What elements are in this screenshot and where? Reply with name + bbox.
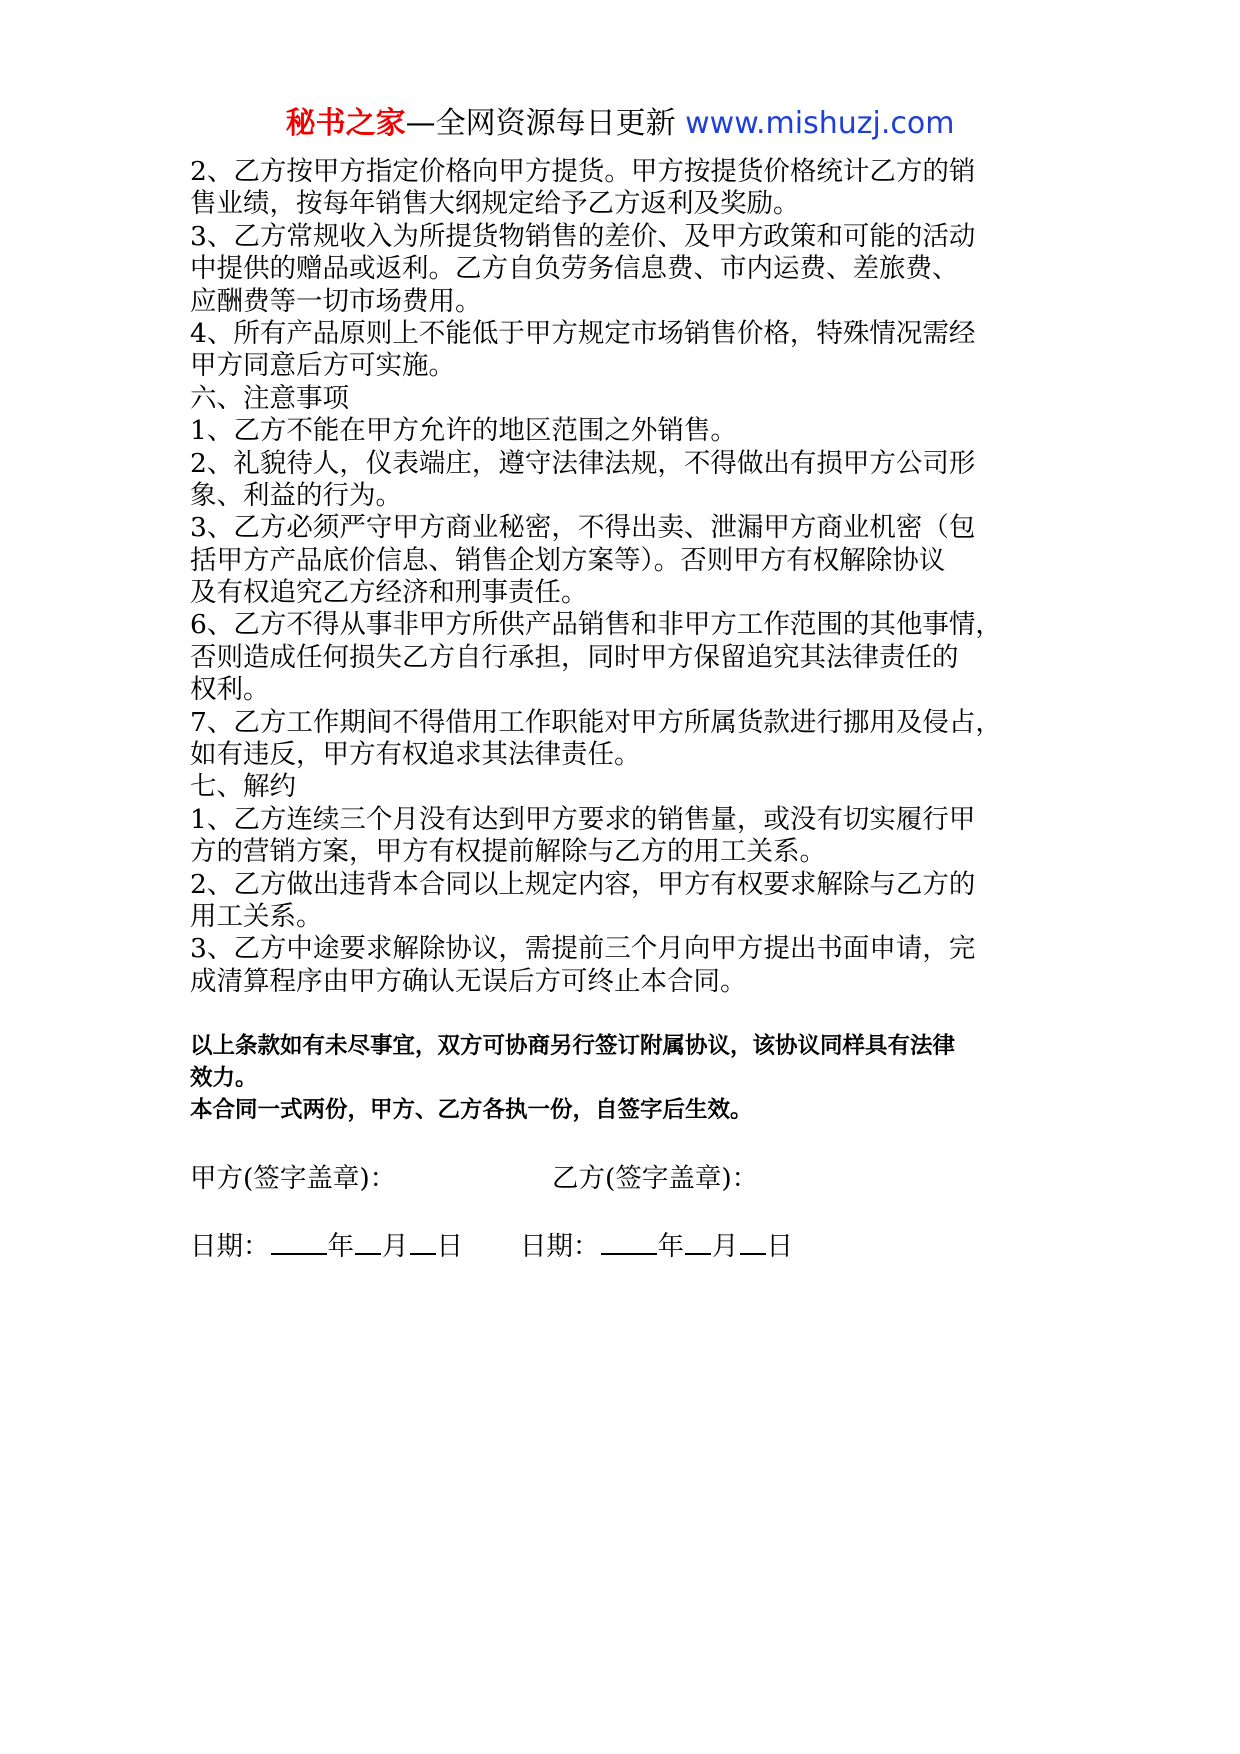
body-line: 6、乙方不得从事非甲方所供产品销售和非甲方工作范围的其他事情， bbox=[190, 609, 1002, 641]
body-line: 7、乙方工作期间不得借用工作职能对甲方所属货款进行挪用及侵占， bbox=[190, 706, 1002, 738]
body-line: 如有违反，甲方有权追求其法律责任。 bbox=[190, 739, 641, 771]
day-label: 日 bbox=[766, 1231, 793, 1262]
body-line: 应酬费等一切市场费用。 bbox=[190, 285, 482, 317]
body-line: 4、所有产品原则上不能低于甲方规定市场销售价格，特殊情况需经 bbox=[190, 317, 976, 349]
body-line: 2、礼貌待人，仪表端庄，遵守法律法规，不得做出有损甲方公司形 bbox=[190, 447, 976, 479]
year-blank bbox=[601, 1227, 657, 1255]
body-line: 权利。 bbox=[190, 674, 270, 706]
site-tagline: —全网资源每日更新 bbox=[405, 106, 686, 141]
body-line: 3、乙方常规收入为所提货物销售的差价、及甲方政策和可能的活动 bbox=[190, 220, 976, 252]
body-line: 方的营销方案，甲方有权提前解除与乙方的用工关系。 bbox=[190, 836, 826, 868]
signature-row bbox=[190, 1162, 759, 1196]
body-line: 售业绩，按每年销售大纲规定给予乙方返利及奖励。 bbox=[190, 188, 800, 220]
body-line: 1、乙方连续三个月没有达到甲方要求的销售量，或没有切实履行甲 bbox=[190, 803, 976, 835]
body-line: 及有权追究乙方经济和刑事责任。 bbox=[190, 577, 588, 609]
closing-terms bbox=[190, 1030, 1060, 1126]
body-line: 用工关系。 bbox=[190, 900, 323, 932]
body-line: 成清算程序由甲方确认无误后方可终止本合同。 bbox=[190, 965, 747, 997]
section-heading: 七、解约 bbox=[190, 771, 296, 803]
month-label: 月 bbox=[712, 1231, 739, 1262]
closing-line: 效力。 bbox=[190, 1065, 258, 1092]
month-blank bbox=[685, 1227, 711, 1255]
contract-body bbox=[190, 156, 1060, 1126]
party-b-signature-label: 乙方(签字盖章)： bbox=[552, 1163, 759, 1194]
month-label: 月 bbox=[382, 1231, 409, 1262]
closing-line: 以上条款如有未尽事宜，双方可协商另行签订附属协议，该协议同样具有法律 bbox=[190, 1033, 956, 1060]
site-header bbox=[0, 102, 1240, 146]
day-blank bbox=[410, 1227, 436, 1255]
month-blank bbox=[355, 1227, 381, 1255]
year-label: 年 bbox=[327, 1231, 354, 1262]
date-row bbox=[190, 1227, 793, 1264]
body-line: 3、乙方必须严守甲方商业秘密，不得出卖、泄漏甲方商业机密（包 bbox=[190, 512, 976, 544]
party-a-signature-label: 甲方(签字盖章)： bbox=[190, 1163, 397, 1194]
body-line: 否则造成任何损失乙方自行承担，同时甲方保留追究其法律责任的 bbox=[190, 641, 959, 673]
date-party-b bbox=[520, 1227, 793, 1264]
body-line: 甲方同意后方可实施。 bbox=[190, 350, 455, 382]
body-line: 括甲方产品底价信息、销售企划方案等）。否则甲方有权解除协议 bbox=[190, 544, 946, 576]
body-line: 象、利益的行为。 bbox=[190, 479, 402, 511]
site-brand: 秘书之家 bbox=[285, 106, 406, 141]
body-line: 3、乙方中途要求解除协议，需提前三个月向甲方提出书面申请，完 bbox=[190, 933, 976, 965]
date-label: 日期： bbox=[190, 1231, 270, 1262]
section-heading: 六、注意事项 bbox=[190, 382, 349, 414]
year-blank bbox=[271, 1227, 327, 1255]
date-label: 日期： bbox=[520, 1231, 600, 1262]
site-url-link[interactable]: www.mishuzj.com bbox=[685, 106, 955, 141]
day-blank bbox=[740, 1227, 766, 1255]
body-line: 1、乙方不能在甲方允许的地区范围之外销售。 bbox=[190, 415, 737, 447]
body-line: 2、乙方做出违背本合同以上规定内容，甲方有权要求解除与乙方的 bbox=[190, 868, 976, 900]
closing-line: 本合同一式两份，甲方、乙方各执一份，自签字后生效。 bbox=[190, 1097, 753, 1124]
day-label: 日 bbox=[436, 1231, 463, 1262]
date-party-a bbox=[190, 1231, 463, 1262]
body-line: 中提供的赠品或返利。乙方自负劳务信息费、市内运费、差旅费、 bbox=[190, 253, 959, 285]
body-line: 2、乙方按甲方指定价格向甲方提货。甲方按提货价格统计乙方的销 bbox=[190, 156, 976, 187]
year-label: 年 bbox=[657, 1231, 684, 1262]
